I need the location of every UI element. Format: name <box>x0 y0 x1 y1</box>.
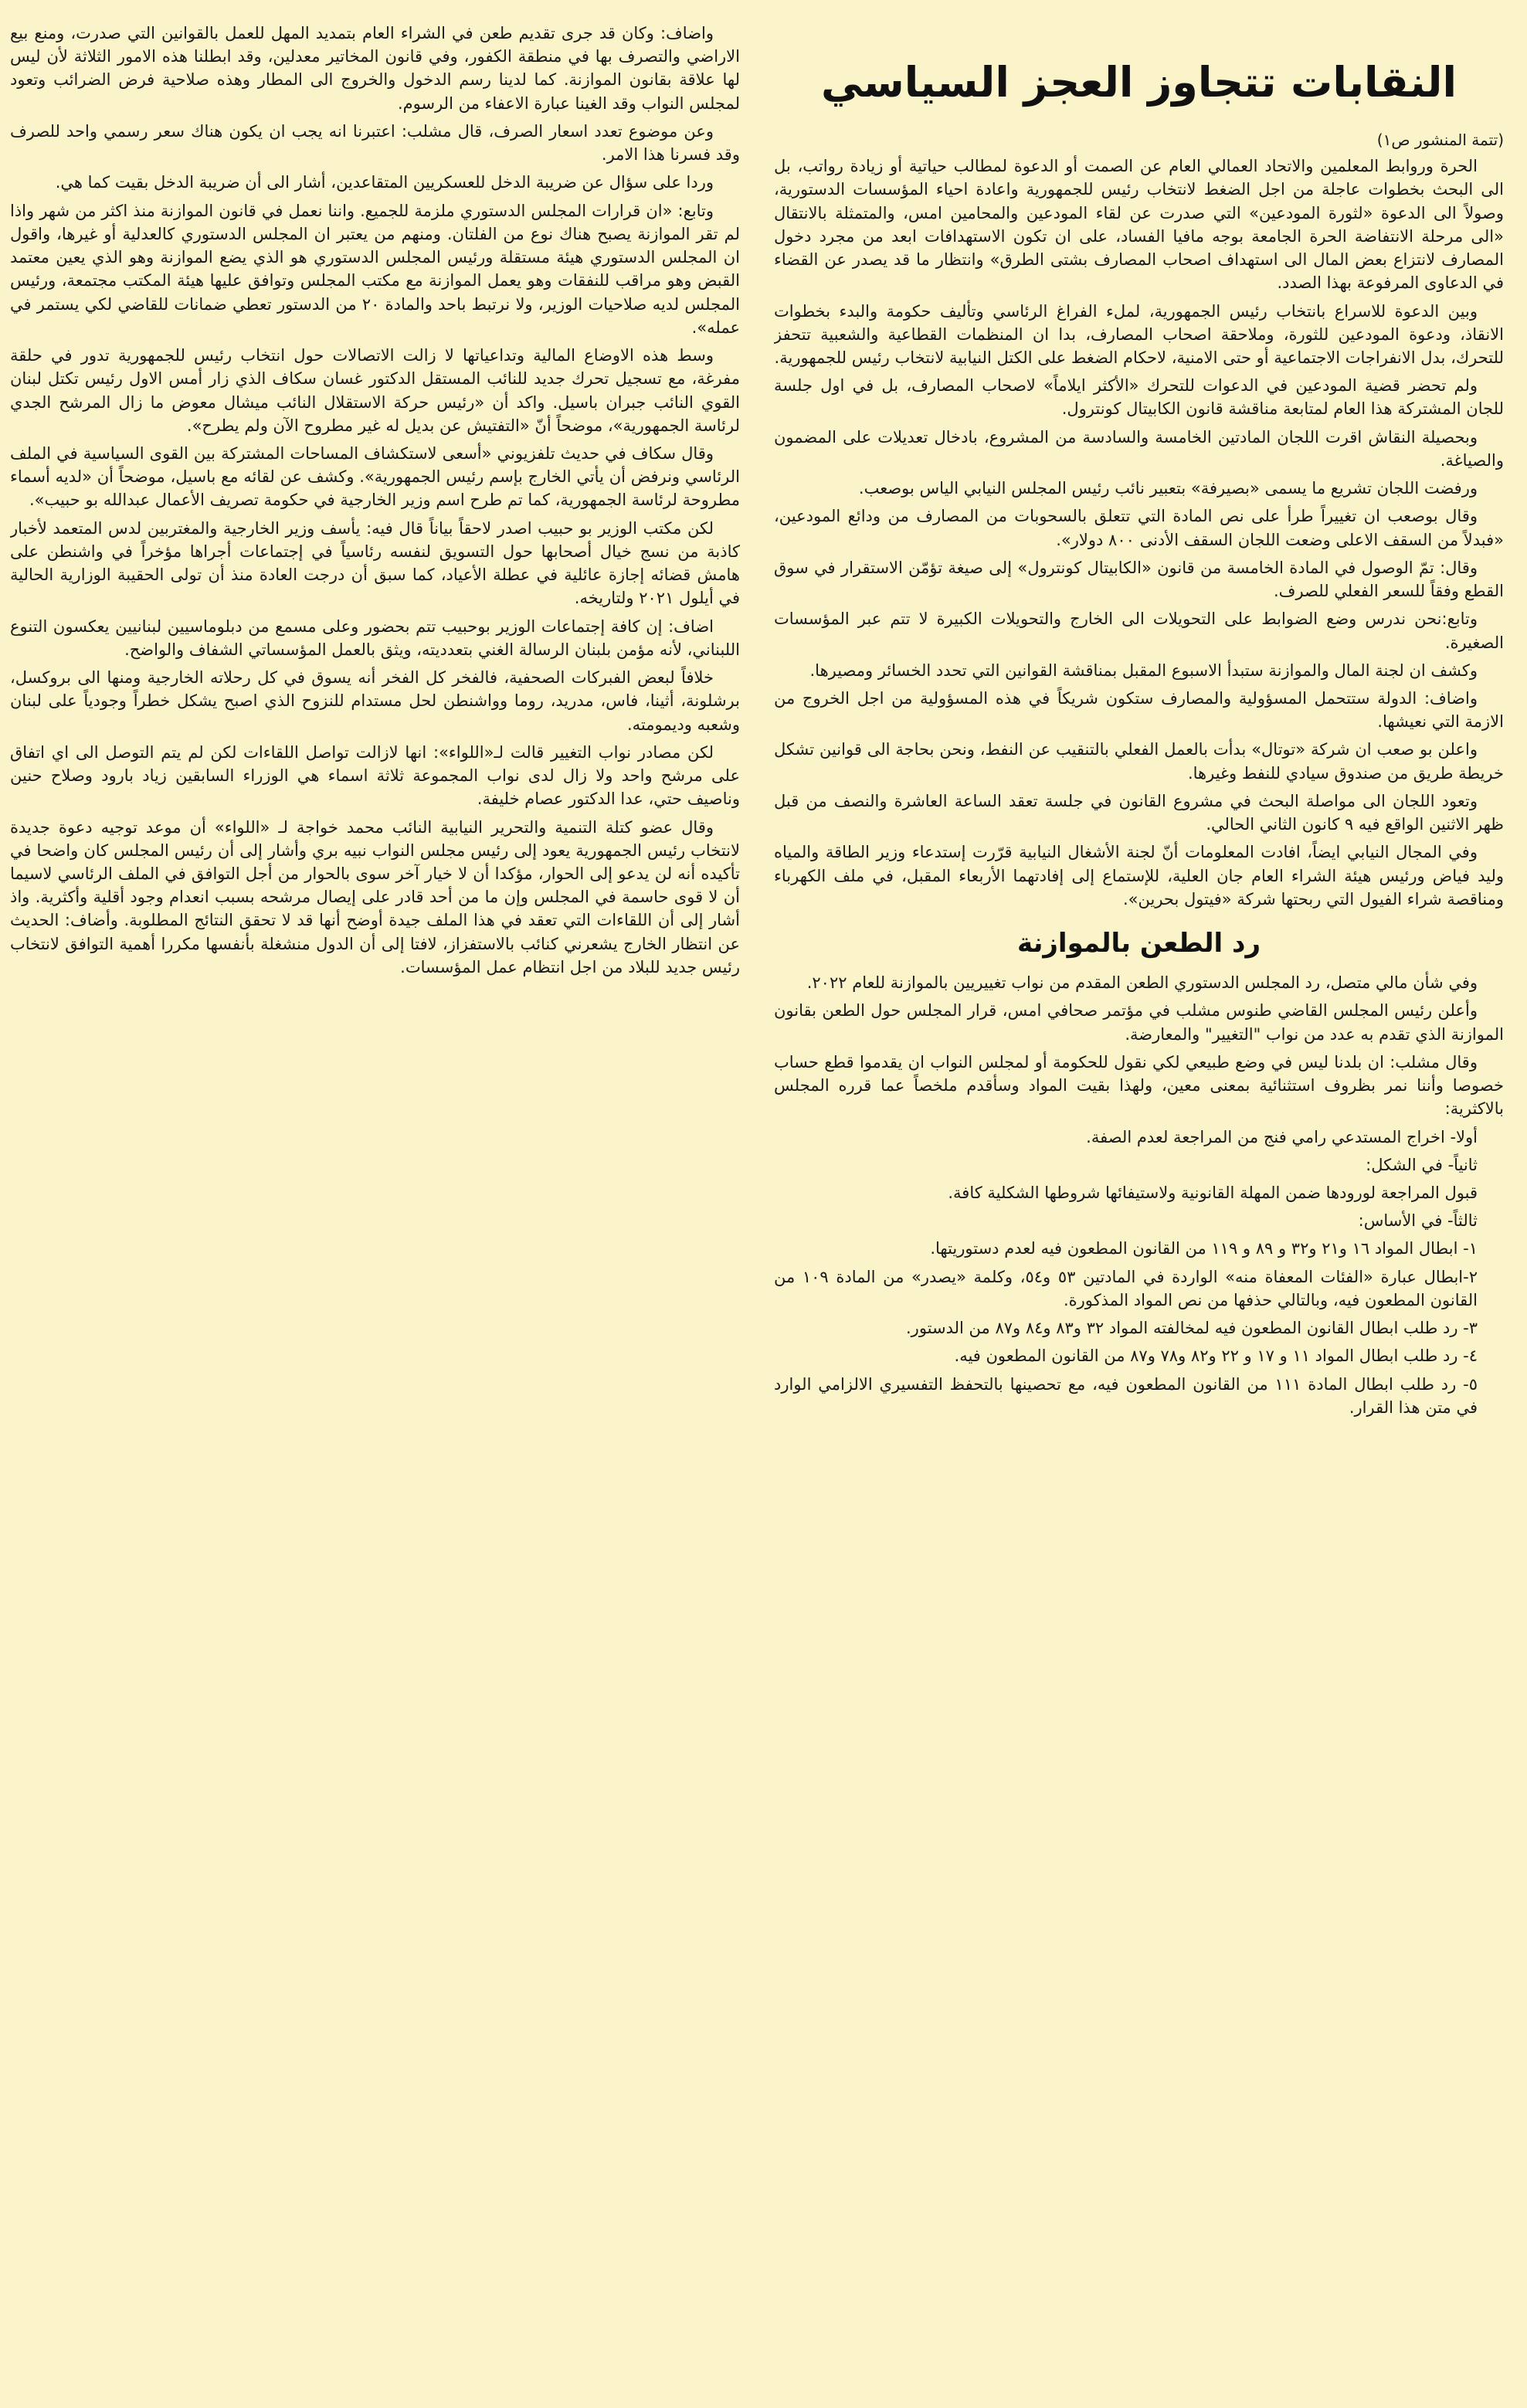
paragraph: وتابع: «ان قرارات المجلس الدستوري ملزمة للجميع. واننا نعمل في قانون الموازنة منذ اكثر من شهر واذا لم تقر الموازنة يصبح هناك نوع من الفلتان. ومنهم من يعتبر ان المجلس الدستوري كالعدلية أو غيرها، واقول ان المجلس الدستوري هيئة مستقلة ورئيس المجلس الدستوري هو الذي يضع الموازنة وهو الذي يعين معتمد القبض وهو مراقب للنفقات وهو يعمل الموازنة مع مكتب المجلس وتوافق عليها هيئة المكتب مجتمعة، ورئيس المجلس لديه صلاحيات الوزير، ولا نرتبط باحد والمادة ٢٠ من الدستور تعطي ضمانات للقاضي لكي يستمر في عمله». <box>10 201 740 337</box>
paragraph: خلافاً لبعض الفبركات الصحفية، فالفخر كل الفخر أنه يسوق في كل رحلاته الخارجية ومنها الى بروكسل، برشلونة، أثينا، فاس، مدريد، روما وواشنطن لحل مستدام للنزوح الذي اصبح يشكل خطراً وجودياً على لبنان وشعبه وديمومته. <box>10 668 740 734</box>
paragraph: واعلن بو صعب ان شركة «توتال» بدأت بالعمل الفعلي بالتنقيب عن النفط، ونحن بحاجة الى قوانين تشكل خريطة طريق من صندوق سيادي للنفط وغيرها. <box>774 740 1504 783</box>
columns <box>10 22 1504 2385</box>
subheading: رد الطعن بالموازنة <box>1016 928 1261 959</box>
paragraph: ثالثاً- في الأساس: <box>1358 1211 1478 1231</box>
paragraph: الحرة وروابط المعلمين والاتحاد العمالي العام عن الصمت أو الدعوة لمطالب حياتية أو زيادة رواتب، بل الى البحث بخطوات عاجلة من اجل الضغط لانتخاب رئيس للجمهورية واعادة احياء المؤسسات الدستورية، وصولاً الى الدعوة «لثورة المودعين» التي صدرت عن لقاء المودعين والمحامين امس، والمتمثلة بالانتقال «الى مرحلة الانتفاضة الحرة الجامعة بوجه مافيا الفساد، على ان تكون الاستهدافات ابعد من مجرد دخول المصارف لانتزاع بعض المال الى استهداف اصحاب المصارف بشتى الطرق» وانتظار ما قد يصدر عن القضاء في الدعاوى المرفوعة بهذا الصدد. <box>774 157 1504 293</box>
paragraph: وبين الدعوة للاسراع بانتخاب رئيس الجمهورية، لملء الفراغ الرئاسي وتأليف حكومة والبدء بخطوات الانقاذ، ودعوة المودعين للثورة، وملاحقة اصحاب المصارف، بدا ان المنظمات القطاعية والشعبية تتحفز للتحرك، بدل الانفراجات الاجتماعية أو حتى الامنية، لاحكام الضغط على الكتل النيابية لانتخاب رئيس للجمهورية. <box>774 301 1504 367</box>
paragraph: وقال عضو كتلة التنمية والتحرير النيابية النائب محمد خواجة لـ «اللواء» أن موعد توجيه دعوة جديدة لانتخاب رئيس الجمهورية يعود إلى رئيس مجلس النواب نبيه بري وأشار إلى أن رئيس المجلس كان واضحا في تأكيده أنه لن يدعو إلى الحوار، مؤكدا أن لا خيار آخر سوى بالحوار من أجل التوافق في الملف الرئاسي لاسيما أن لا قوى حاسمة في المجلس وإن ما من أحد قادر على إيصال مرشحه بسبب انعدام وجود أقلية وأكثرية. واذ أشار إلى أن اللقاءات التي تعقد في هذا الملف جيدة أوضح أنها قد لا تحقق النتائج المطلوبة. وأضاف: الحديث عن انتظار الخارج يشعرني كنائب بالاستفزاز، لافتا إلى أن الدول منشغلة بأنفسها مكررا أهمية التوافق لانتخاب رئيس جديد للبلاد من اجل انتظام عمل المؤسسات. <box>10 817 740 976</box>
paragraph: وسط هذه الاوضاع المالية وتداعياتها لا زالت الاتصالات حول انتخاب رئيس للجمهورية تدور في حلقة مفرغة، مع تسجيل تحرك جديد للنائب المستقل الدكتور غسان سكاف الذي زار أمس الاول رئيس تكتل لبنان القوي النائب جبران باسيل. واكد أن «رئيس حركة الاستقلال النائب ميشال معوض ما زال المرشح الجدي لرئاسة الجمهورية»، موضحاً أنّ «التفتيش عن بديل له غير مطروح الآن ولم يطرح». <box>10 346 740 435</box>
paragraph: قبول المراجعة لورودها ضمن المهلة القانونية ولاستيفائها شروطها الشكلية كافة. <box>948 1184 1478 1202</box>
headline: النقابات تتجاوز العجز السياسي <box>821 58 1457 107</box>
paragraph: لكن مصادر نواب التغيير قالت لـ«اللواء»: انها لازالت تواصل اللقاءات لكن لم يتم التوصل الى اي اتفاق على مرشح واحد ولا زال لدى نواب المجموعة ثلاثة اسماء هي الوزراء السابقين زياد بارود وصلاح حنين وناصيف حتي، عدا الدكتور عصام خليفة. <box>10 742 740 809</box>
paragraph: أولا- اخراج المستدعي رامي فنج من المراجعة لعدم الصفة. <box>1086 1127 1478 1146</box>
paragraph: لكن مكتب الوزير بو حبيب اصدر لاحقاً بياناً قال فيه: يأسف وزير الخارجية والمغتربين لدس المتعمد لأخبار كاذبة من نسج خيال أصحابها حول التسويق لنفسه رئاسياً في إجتماعات أجراها مؤخراً في واشنطن على هامش قضائه إجازة عائلية في عطلة الأعياد، كما سبق أن درجت العادة منذ أن تولى الحقيبة الوزارية الحالية في أيلول ٢٠٢١ ولتاريخه. <box>10 518 740 608</box>
paragraph: وقال بوصعب ان تغييراً طرأ على نص المادة التي تتعلق بالسحوبات من المصارف من ودائع المودعين، «فبدلاً من السقف الاعلى وضعت اللجان السقف الأدنى ٨٠٠ دولار». <box>774 507 1504 549</box>
paragraph: وفي المجال النيابي ايضاً، افادت المعلومات أنّ لجنة الأشغال النيابية قرّرت إستدعاء وزير الطاقة والمياه وليد فياض ورئيس هيئة الشراء العام جان العلية، للإستماع إلى إفادتهما الأربعاء المقبل، في ملف الكهرباء ومناقصة شراء الفيول التي ربحتها شركة «فيتول بحرين». <box>774 843 1504 909</box>
paragraph: وأعلن رئيس المجلس القاضي طنوس مشلب في مؤتمر صحافي امس، قرار المجلس حول الطعن بقانون الموازنة الذي تقدم به عدد من نواب "التغيير" والمعارضة. <box>774 1001 1504 1044</box>
list-item: ٥- رد طلب ابطال المادة ١١١ من القانون المطعون فيه، مع تحصينها بالتحفظ التفسيري الالزامي الوارد في متن هذا القرار. <box>774 1374 1478 1417</box>
paragraph: وعن موضوع تعدد اسعار الصرف، قال مشلب: اعتبرنا انه يجب ان يكون هناك سعر رسمي واحد للصرف وقد فسرنا هذا الامر. <box>10 121 740 165</box>
paragraph: وبحصيلة النقاش اقرت اللجان المادتين الخامسة والسادسة من المشروع، بادخال تعديلات على المضمون والصياغة. <box>774 427 1504 470</box>
right-column <box>774 22 1504 2385</box>
paragraph: وقال سكاف في حديث تلفزيوني «أسعى لاستكشاف المساحات المشتركة بين القوى السياسية في الملف الرئاسي ونرفض أن يأتي الخارج بإسم رئيس الجمهورية». وكشف عن لقائه مع باسيل، موضحاً أن «لديه أسماء مطروحة لرئاسة الجمهورية، كما تم طرح اسم وزير الخارجية في حكومة تصريف الأعمال عبدالله بو حبيب». <box>10 443 740 510</box>
paragraph: ولم تحضر قضية المودعين في الدعوات للتحرك «الأكثر ايلاماً» لاصحاب المصارف، بل في اول جلسة للجان المشتركة هذا العام لمتابعة مناقشة قانون الكابيتال كونترول. <box>774 376 1504 419</box>
left-column <box>10 22 740 2385</box>
list-item: ٣- رد طلب ابطال القانون المطعون فيه لمخالفته المواد ٣٢ و٨٣ و٨٤ و٨٧ من الدستور. <box>906 1319 1478 1338</box>
paragraph: ثانياً- في الشكل: <box>1366 1155 1478 1174</box>
paragraph: ورفضت اللجان تشريع ما يسمى «بصيرفة» بتعبير نائب رئيس المجلس النيابي الياس بوصعب. <box>858 479 1478 498</box>
paragraph: واضاف: وكان قد جرى تقديم طعن في الشراء العام بتمديد المهل للعمل بالقوانين التي صدرت، ومنع بيع الاراضي والتصرف بها في منطقة الكفور، وفي قانون المخاتير معدلين، وقد ابطلنا هذه الامور الثلاثة لأن ليس لها علاقة بقانون الموازنة. كما لدينا رسم الدخول والخروج الى المطار وهذه صلاحية فرض الضرائب وتعود لمجلس النواب وقد الغينا عبارة الاعفاء من الرسوم. <box>10 24 740 113</box>
paragraph: واضاف: الدولة ستتحمل المسؤولية والمصارف ستكون شريكاً في هذه المسؤولية من اجل الخروج من الازمة التي نعيشها. <box>774 689 1504 732</box>
paragraph: وتعود اللجان الى مواصلة البحث في مشروع القانون في جلسة تعقد الساعة العاشرة والنصف من قبل ظهر الاثنين الواقع فيه ٩ كانون الثاني الحالي. <box>774 791 1504 834</box>
list-item: ١- ابطال المواد ١٦ و٢١ و٣٢ و ٨٩ و ١١٩ من القانون المطعون فيه لعدم دستوريتها. <box>930 1239 1478 1258</box>
paragraph: وفي شأن مالي متصل، رد المجلس الدستوري الطعن المقدم من نواب تغييريين بالموازنة للعام ٢٠٢٢. <box>806 973 1478 993</box>
paragraph: وتابع:نحن ندرس وضع الضوابط على التحويلات الى الخارج والتحويلات الكبيرة لا تتم عبر المؤسسات الصغيرة. <box>774 610 1504 652</box>
paragraph: وكشف ان لجنة المال والموازنة ستبدأ الاسبوع المقبل بمناقشة القوانين التي تحدد الخسائر ومصيرها. <box>809 661 1478 680</box>
paragraph: وقال مشلب: ان بلدنا ليس في وضع طبيعي لكي نقول للحكومة أو لمجلس النواب ان يقدموا قطع حساب خصوصا وأننا نمر بظروف استثنائية بمعنى معين، ولهذا بقيت المواد وسأقدم ملخصاً عما قرره المجلس بالاكثرية: <box>774 1052 1504 1119</box>
continued-note: (تتمة المنشور ص١) <box>1376 131 1504 150</box>
paragraph: وقال: تمّ الوصول في المادة الخامسة من قانون «الكابيتال كونترول» إلى صيغة تؤمّن الاستقرار في سوق القطع وفقاً للسعر الفعلي للصرف. <box>774 558 1504 601</box>
paragraph: اضاف: إن كافة إجتماعات الوزير بوحبيب تتم بحضور وعلى مسمع من دبلوماسيين لبنانيين يعكسون التنوع اللبناني، لأنه مؤمن بلبنان الرسالة الغني بتعدديته، ويثق بالعمل المؤسساتي الشفاف والواضح. <box>10 616 740 659</box>
paragraph: وردا على سؤال عن ضريبة الدخل للعسكريين المتقاعدين، أشار الى أن ضريبة الدخل بقيت كما هي. <box>55 173 714 192</box>
list-item: ٤- رد طلب ابطال المواد ١١ و ١٧ و ٢٢ و٨٢ و٧٨ و٨٧ من القانون المطعون فيه. <box>954 1347 1478 1366</box>
list-item: ٢-ابطال عبارة «الفئات المعفاة منه» الواردة في المادتين ٥٣ و٥٤، وكلمة «يصدر» من المادة ١٠٩ من القانون المطعون فيه، وبالتالي حذفها من نص المواد المذكورة. <box>774 1267 1478 1309</box>
